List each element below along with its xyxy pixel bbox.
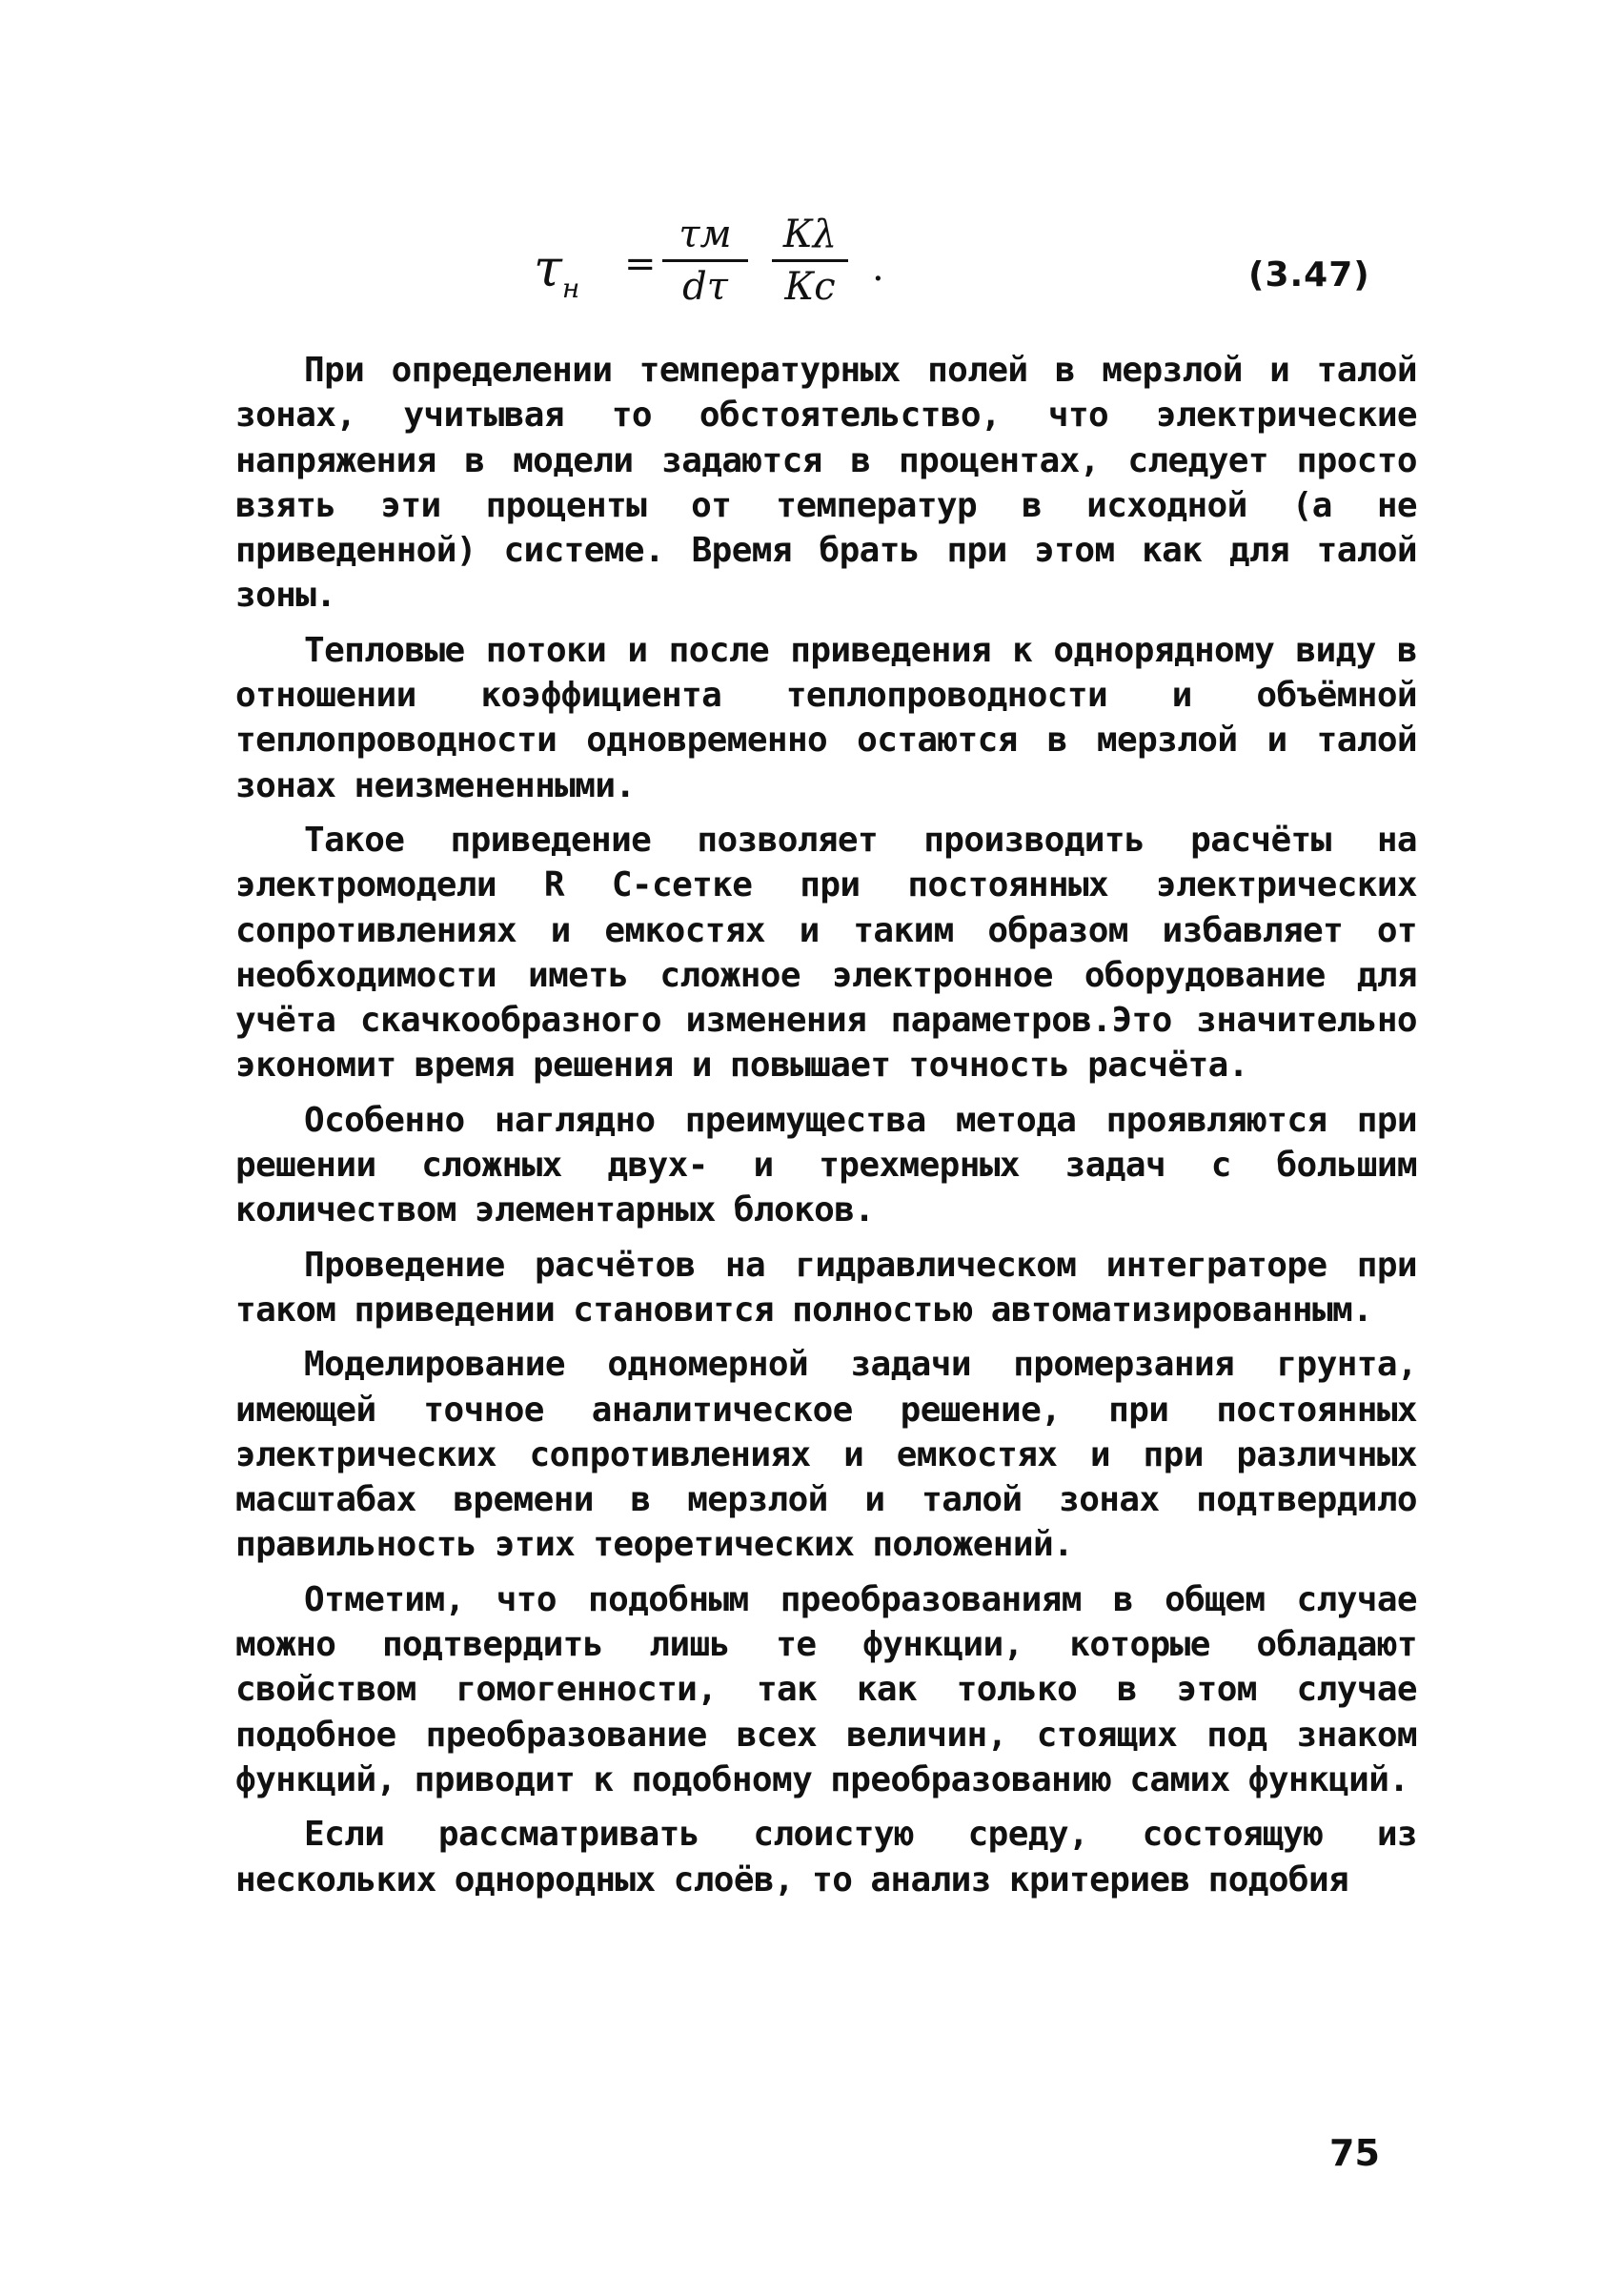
formula-equals: =: [624, 242, 657, 286]
paragraph: Особенно наглядно преимущества метода проявляются при решении сложных двух- и трехмерных задач с большим количеством элементарных блоков.: [235, 1100, 1417, 1230]
paragraph: Если рассматривать слоистую среду, состоящую из нескольких однородных слоёв, то анализ критериев подобия: [235, 1815, 1417, 1900]
formula-lhs: [534, 238, 579, 304]
equation-number: (3.47): [1248, 255, 1370, 295]
fraction-2-bar: [772, 259, 848, 262]
fraction-1-denominator: dτ: [682, 265, 728, 309]
fraction-1-numerator: τм: [679, 213, 732, 256]
fraction-2-numerator: Кλ: [782, 213, 838, 256]
formula-fraction-1: [662, 212, 748, 310]
paragraph: Моделирование одномерной задачи промерзания грунта, имеющей точное аналитическое решение, при постоянных электрических сопротивлениях и емкостях и при различных масштабах времени в мерзлой и талой зонах подтвердило правильность этих теоретических положений.: [235, 1345, 1417, 1565]
fraction-2-denominator: Кс: [784, 265, 836, 309]
paragraph: При определении температурных полей в мерзлой и талой зонах, учитывая то обстоятельство, что электрические напряжения в модели задаются в процентах, следует просто взять эти проценты от температур в исходной (а не приведенной) системе. Время брать при этом как для талой зоны.: [235, 351, 1417, 616]
formula-lhs-subscript: н: [561, 272, 580, 304]
paragraph: Тепловые потоки и после приведения к однорядному виду в отношении коэффициента теплопроводности и объёмной теплопроводности одновременно остаются в мерзлой и талой зонах неизмененными.: [235, 630, 1417, 805]
paragraph: Отметим, что подобным преобразованиям в общем случае можно подтвердить лишь те функции, которые обладают свойством гомогенности, так как только в этом случае подобное преобразование всех величин, стоящих под знаком функций, приводит к подобному преобразованию самих функций.: [235, 1579, 1417, 1799]
paragraph: Такое приведение позволяет производить расчёты на электромодели R С-сетке при постоянных электрических сопротивлениях и емкостях и таким образом избавляет от необходимости иметь сложное электронное оборудование для учёта скачкообразного изменения параметров.Это значительно экономит время решения и повышает точность расчёта.: [235, 820, 1417, 1086]
formula-fraction-2: [772, 212, 848, 310]
paragraph: Проведение расчётов на гидравлическом интеграторе при таком приведении становится полностью автоматизированным.: [235, 1245, 1417, 1330]
formula-3-47: [534, 210, 915, 324]
body-text: [235, 348, 1417, 1912]
fraction-1-bar: [662, 259, 748, 262]
formula-lhs-symbol: τ: [534, 238, 562, 298]
formula-trailing-period: .: [872, 246, 884, 290]
page-number: 75: [1329, 2132, 1380, 2174]
